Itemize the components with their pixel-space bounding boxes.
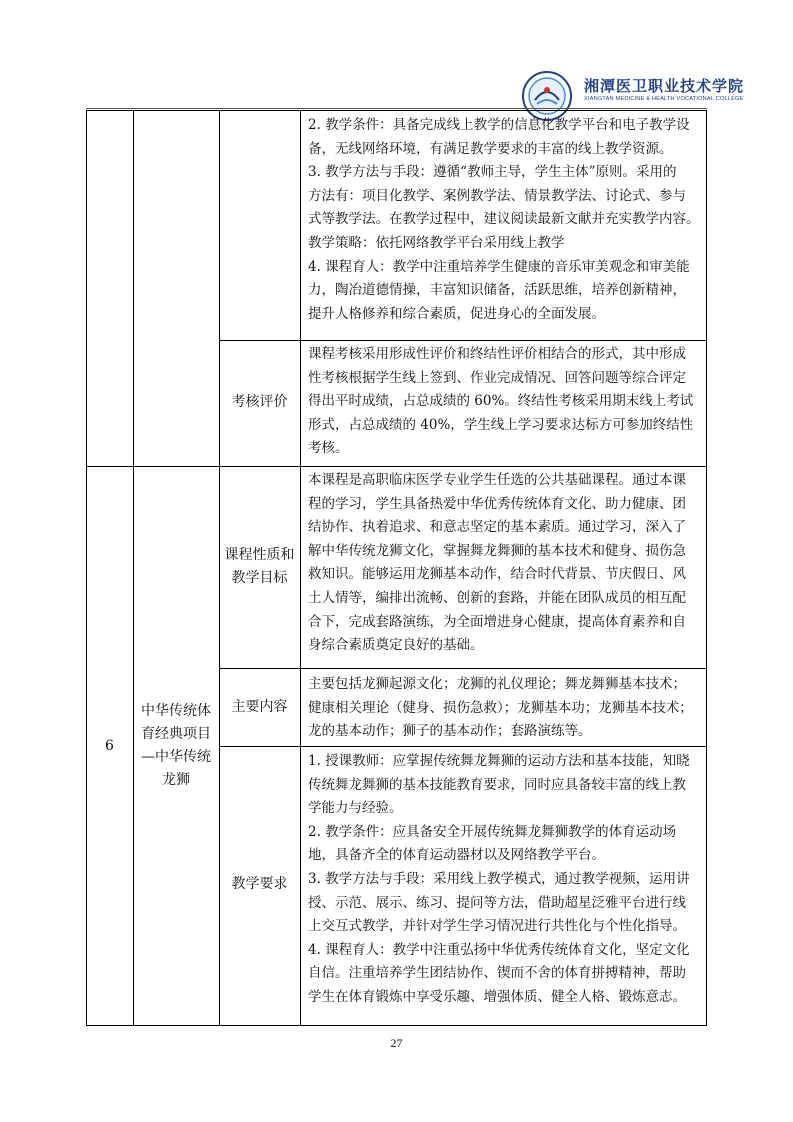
text-line: 3. 教学方法与手段：遵循“教师主导，学生主体”原则。采用的 bbox=[308, 164, 677, 181]
text-line: 3. 教学方法与手段：采用线上教学模式，通过教学视频，运用讲 bbox=[308, 870, 690, 887]
main-content-label: 主要内容 bbox=[231, 699, 288, 715]
course-name-line: —中华传统 bbox=[141, 749, 211, 765]
table-border-bottom bbox=[86, 1025, 707, 1026]
text-line: 力，陶冶道德情操，丰富知识储备，活跃思维，培养创新精神， bbox=[308, 282, 686, 299]
assessment-label: 考核评价 bbox=[231, 394, 288, 410]
table-divider-col1 bbox=[133, 110, 134, 1026]
assessment-text bbox=[308, 343, 700, 461]
text-line: 救知识。能够运用龙狮基本动作，结合时代背景、节庆假日、风 bbox=[308, 566, 686, 583]
text-line: 备，无线网络环境，有满足教学要求的丰富的线上教学资源。 bbox=[308, 140, 673, 157]
page-number: 27 bbox=[390, 1036, 403, 1050]
course-name-line: 育经典项目 bbox=[141, 726, 211, 742]
course-name-line: 中华传统体 bbox=[141, 703, 211, 719]
text-line: 4. 课程育人：教学中注重培养学生健康的音乐审美观念和审美能 bbox=[308, 258, 690, 275]
text-line: 提升人格修养和综合素质，促进身心的全面发展。 bbox=[308, 305, 605, 322]
text-line: 上交互式教学，并针对学生学习情况进行共性化与个性化指导。 bbox=[308, 918, 686, 935]
college-name: 湘潭医卫职业技术学院 bbox=[584, 77, 745, 95]
row-number: 6 bbox=[105, 738, 114, 754]
label-line: 教学目标 bbox=[231, 570, 288, 586]
text-line: 性考核根据学生线上签到、作业完成情况、回答问题等综合评定 bbox=[308, 369, 686, 386]
text-line: 主要包括龙狮起源文化；龙狮的礼仪理论；舞龙舞狮基本技术； bbox=[308, 676, 686, 692]
text-line: 土人情等，编排出流畅、创新的套路，并能在团队成员的相互配 bbox=[308, 589, 686, 606]
row-divider-requirements bbox=[219, 746, 707, 747]
text-line: 程的学习，学生具备热爱中华优秀传统体育文化、助力健康、团 bbox=[308, 495, 686, 512]
text-line: 传统舞龙舞狮的基本技能教育要求，同时应具备较丰富的线上教 bbox=[308, 776, 686, 793]
teaching-requirements-text bbox=[308, 750, 700, 1010]
text-line: 自信。注重培养学生团结协作、锲而不舍的体育拼搏精神，帮助 bbox=[308, 965, 686, 982]
text-line: 结协作、执着追求、和意志坚定的基本素质。通过学习，深入了 bbox=[308, 519, 686, 536]
college-name-english: XIANGTAN MEDICINE & HEALTH VOCATIONAL COLLEGE bbox=[584, 96, 744, 102]
text-line: 2. 教学条件：应具备安全开展传统舞龙舞狮教学的体育运动场 bbox=[308, 823, 677, 840]
text-line: 方法有：项目化教学、案例教学法、情景教学法、讨论式、参与 bbox=[308, 187, 686, 204]
label-line: 课程性质和 bbox=[224, 547, 295, 563]
course-nature-text bbox=[308, 469, 700, 658]
text-line: 授、示范、展示、练习、提问等方法，借助超星泛雅平台进行线 bbox=[308, 894, 686, 911]
text-line: 4. 课程育人：教学中注重弘扬中华优秀传统体育文化，坚定文化 bbox=[308, 941, 690, 958]
text-line: 地，具备齐全的体育运动器材以及网络教学平台。 bbox=[308, 847, 605, 864]
text-line: 本课程是高职临床医学专业学生任选的公共基础课程。通过本课 bbox=[308, 472, 686, 488]
teaching-requirements-continued bbox=[308, 114, 700, 326]
text-line: 得出平时成绩，占总成绩的 60%。终结性考核采用期末线上考试 bbox=[308, 393, 694, 410]
main-content-text bbox=[308, 673, 700, 744]
header-divider bbox=[86, 108, 707, 109]
text-line: 课程考核采用形成性评价和终结性评价相结合的形式，其中形成 bbox=[308, 346, 686, 362]
text-line: 合下，完成套路演练，为全面增进身心健康，提高体育素养和自 bbox=[308, 613, 686, 630]
row-divider-content bbox=[219, 668, 707, 669]
table-border-right bbox=[706, 110, 707, 1026]
table-border-left bbox=[86, 110, 87, 1026]
course-name bbox=[133, 700, 219, 792]
text-line: 教学策略：依托网络教学平台采用线上教学 bbox=[308, 234, 565, 251]
table-border-top bbox=[86, 110, 707, 111]
text-line: 形式，占总成绩的 40%，学生线上学习要求达标方可参加终结性 bbox=[308, 416, 694, 433]
text-line: 学生在体育锻炼中享受乐趣、增强体质、健全人格、锻炼意志。 bbox=[308, 988, 686, 1005]
teaching-requirements-label: 教学要求 bbox=[231, 876, 288, 892]
text-line: 身综合素质奠定良好的基础。 bbox=[308, 637, 484, 654]
course-name-line: 龙狮 bbox=[162, 772, 190, 788]
row-divider-assessment bbox=[219, 340, 707, 341]
text-line: 健康相关理论（健身、损伤急救）；龙狮基本功；龙狮基本技术； bbox=[308, 699, 693, 716]
text-line: 考核。 bbox=[308, 440, 349, 457]
text-line: 龙的基本动作；狮子的基本动作；套路演练等。 bbox=[308, 723, 592, 740]
text-line: 解中华传统龙狮文化，掌握舞龙舞狮的基本技术和健身、损伤急 bbox=[308, 542, 686, 559]
text-line: 1. 授课教师：应掌握传统舞龙舞狮的运动方法和基本技能，知晓 bbox=[308, 753, 690, 769]
row-divider-row6 bbox=[86, 466, 707, 467]
text-line: 式等教学法。在教学过程中，建议阅读最新文献并充实教学内容。 bbox=[308, 211, 700, 228]
text-line: 2. 教学条件：具备完成线上教学的信息化教学平台和电子教学设 bbox=[308, 117, 690, 133]
table-divider-col3 bbox=[300, 110, 301, 1026]
course-nature-label bbox=[219, 544, 300, 590]
text-line: 学能力与经验。 bbox=[308, 800, 403, 817]
